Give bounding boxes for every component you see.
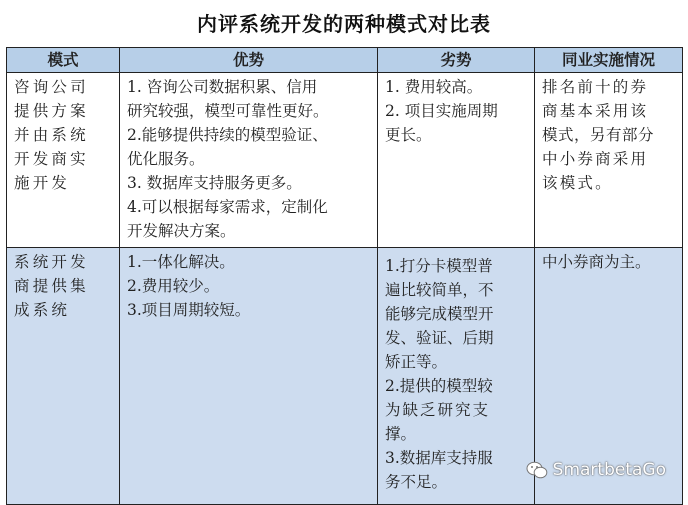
cell-line: 遍比较简单，不	[385, 281, 494, 299]
cell-line: 施开发	[14, 174, 71, 192]
cell-line: 发、验证、后期	[385, 329, 494, 347]
header-industry: 同业实施情况	[535, 48, 683, 73]
cell-line: 务不足。	[385, 473, 448, 491]
cell-line: 1.打分卡模型普	[385, 257, 493, 275]
cell-line: 中小券商为主。	[542, 253, 651, 271]
cell-line: 矫正等。	[385, 353, 448, 371]
cell-advantages	[120, 248, 378, 505]
cell-line: 2.能够提供持续的模型验证、	[127, 126, 328, 144]
cell-line: 撑。	[385, 425, 417, 443]
cell-line: 排名前十的券	[542, 78, 649, 96]
cell-line: 成系统	[14, 301, 71, 319]
cell-line: 开发商实	[14, 150, 89, 168]
cell-line: 3. 数据库支持服务更多。	[127, 174, 302, 192]
cell-line: 更长。	[385, 126, 432, 144]
cell-line: 优化服务。	[127, 150, 205, 168]
header-advantages: 优势	[120, 48, 378, 73]
cell-mode	[7, 248, 120, 505]
cell-line: 2. 项目实施周期	[385, 102, 498, 120]
cell-line: 并由系统	[14, 126, 89, 144]
cell-line: 咨询公司	[14, 78, 89, 96]
cell-line: 为缺乏研究支	[385, 401, 491, 419]
cell-line: 4.可以根据每家需求，定制化	[127, 198, 328, 216]
cell-disadvantages	[378, 248, 535, 505]
cell-advantages	[120, 73, 378, 248]
watermark	[526, 460, 666, 480]
cell-line: 商基本采用该	[542, 102, 649, 120]
cell-line: 1. 咨询公司数据积累、信用	[127, 78, 318, 96]
cell-line: 能够完成模型开	[385, 305, 494, 323]
cell-industry	[535, 73, 683, 248]
cell-line: 模式，另有部分	[542, 126, 655, 144]
wechat-icon	[526, 461, 548, 480]
cell-line: 2.提供的模型较	[385, 377, 493, 395]
cell-line: 3.项目周期较短。	[127, 301, 251, 319]
table-title: 内评系统开发的两种模式对比表	[197, 12, 491, 36]
cell-line: 提供方案	[14, 102, 89, 120]
cell-line: 3.数据库支持服	[385, 449, 493, 467]
header-disadvantages: 劣势	[378, 48, 535, 73]
cell-line: 1. 费用较高。	[385, 78, 483, 96]
watermark-text: SmartbetaGo	[552, 460, 666, 480]
cell-line: 系统开发	[14, 253, 89, 271]
cell-line: 1.一体化解决。	[127, 253, 235, 271]
cell-disadvantages	[378, 73, 535, 248]
comparison-table	[6, 47, 683, 505]
cell-line: 中小券商采用	[542, 150, 649, 168]
cell-line: 研究较强，模型可靠性更好。	[127, 102, 329, 120]
cell-line: 该模式。	[542, 174, 613, 192]
cell-line: 开发解决方案。	[127, 222, 236, 240]
cell-mode	[7, 73, 120, 248]
header-row	[7, 48, 683, 73]
cell-line: 商提供集	[14, 277, 89, 295]
header-mode: 模式	[7, 48, 120, 73]
table-row	[7, 73, 683, 248]
cell-line: 2.费用较少。	[127, 277, 220, 295]
